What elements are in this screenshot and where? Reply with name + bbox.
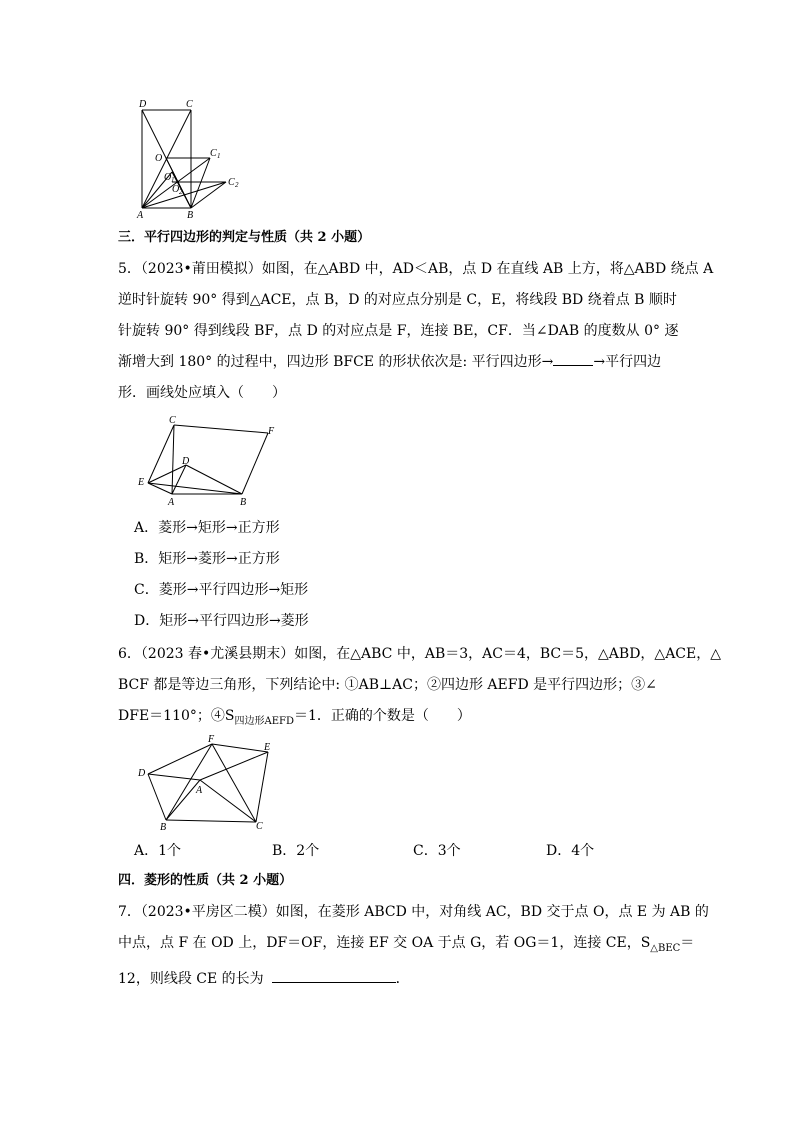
q7-line-2-tail: ＝ [680, 935, 695, 951]
figure-1-svg [130, 96, 250, 220]
q5-line-5: 形．画线处应填入（ ） [118, 385, 286, 401]
q7-line-3 [118, 964, 678, 995]
fig1-label-C1-sub: 1 [217, 152, 221, 160]
q7-line-1: 7．（2023•平房区二模）如图，在菱形 ABCD 中，对角线 AC，BD 交于点 O，点 E 为 AB 的 [118, 904, 709, 920]
fig1-label-C1: C [210, 148, 217, 159]
question-7 [118, 897, 709, 995]
fig1-label-C2-sub: 2 [235, 181, 239, 189]
q7-line-3-tail: ． [395, 970, 410, 987]
q7-line-3-head: 12，则线段 CE 的长为 [118, 970, 264, 987]
q5-line-4 [118, 347, 678, 378]
q5-option-a[interactable]: A．菱形→矩形→正方形 [134, 520, 280, 536]
q6-line-1: 6．（2023 春•尤溪县期末）如图，在△ABC 中，AB＝3，AC＝4，BC＝5，△ABD，△ACE，△ [118, 646, 721, 662]
fig3-label-A: A [196, 785, 203, 796]
q7-line-2-head: 中点，点 F 在 OD 上，DF＝OF，连接 EF 交 OA 于点 G，若 OG＝1，连接 CE，S [118, 935, 651, 951]
fig1-label-O2: O [172, 184, 180, 195]
q7-answer-blank[interactable] [272, 968, 396, 983]
fig2-label-F: F [268, 426, 275, 437]
q6-option-d[interactable]: D．4个 [546, 843, 595, 859]
q7-line-2 [118, 928, 695, 964]
figure-3-svg [134, 732, 284, 832]
q5-line-3: 针旋转 90° 得到线段 BF，点 D 的对应点是 F，连接 BE，CF．当∠DAB 的度数从 0° 逐 [118, 323, 679, 339]
fig3-label-D: D [138, 768, 146, 779]
q5-line-2: 逆时针旋转 90° 得到△ACE，点 B，D 的对应点分别是 C，E，将线段 BD 绕着点 B 顺时 [118, 292, 677, 308]
section-3-heading: 三．平行四边形的判定与性质（共 2 小题） [118, 230, 371, 245]
q6-line-2: BCF 都是等边三角形，下列结论中: ①AB⊥AC；②四边形 AEFD 是平行四边形；③∠ [118, 677, 657, 693]
fig1-label-O2-sub: 2 [179, 188, 183, 196]
q5-line-1: 5．（2023•莆田模拟）如图，在△ABD 中，AD＜AB，点 D 在直线 AB 上方，将△ABD 绕点 A [118, 261, 714, 277]
question-6 [118, 639, 721, 737]
fig3-label-F: F [208, 734, 215, 745]
q5-line-4-tail: →平行四边 [593, 354, 662, 370]
q6-option-c[interactable]: C．3个 [413, 843, 461, 859]
fig2-label-D: D [182, 456, 190, 467]
q6-option-a[interactable]: A．1个 [134, 843, 182, 859]
fig1-label-O1: O [164, 172, 172, 183]
fig3-label-C: C [256, 821, 263, 832]
q6-option-b[interactable]: B．2个 [272, 843, 320, 859]
q6-line-3-tail: ＝1．正确的个数是（ ） [293, 708, 471, 724]
q6-line-3-head: DFE＝110°；④S [118, 708, 235, 724]
fig3-label-E: E [264, 742, 271, 753]
figure-2-svg [134, 413, 284, 508]
section-4-heading: 四．菱形的性质（共 2 小题） [118, 873, 293, 888]
question-5 [118, 254, 714, 409]
q7-area-subscript: △BEC [650, 942, 681, 954]
q5-line-4-head: 渐增大到 180° 的过程中，四边形 BFCE 的形状依次是: 平行四边形→ [118, 354, 554, 370]
q5-option-b[interactable]: B．矩形→菱形→正方形 [134, 551, 280, 567]
fig1-label-C: C [186, 99, 193, 110]
fig1-label-O: O [155, 153, 163, 164]
q6-area-subscript: 四边形AEFD [234, 715, 294, 727]
q5-answer-blank [553, 351, 593, 366]
fig3-label-B: B [160, 822, 167, 832]
fig1-label-B: B [187, 210, 194, 220]
fig2-label-C: C [169, 415, 176, 426]
fig1-label-C2: C [228, 177, 235, 188]
fig1-label-A: A [137, 210, 144, 220]
q5-option-d[interactable]: D．矩形→平行四边形→菱形 [134, 613, 309, 629]
fig1-label-O1-sub: 1 [171, 176, 175, 184]
q5-option-c[interactable]: C．菱形→平行四边形→矩形 [134, 582, 309, 598]
fig2-label-A: A [168, 497, 175, 508]
figure-quadrilateral-bfce [134, 413, 284, 508]
fig2-label-B: B [240, 497, 247, 508]
figure-rectangle-rotation [130, 96, 250, 220]
figure-triangle-abc [134, 732, 284, 832]
fig1-label-D: D [139, 99, 147, 110]
fig2-label-E: E [138, 477, 145, 488]
